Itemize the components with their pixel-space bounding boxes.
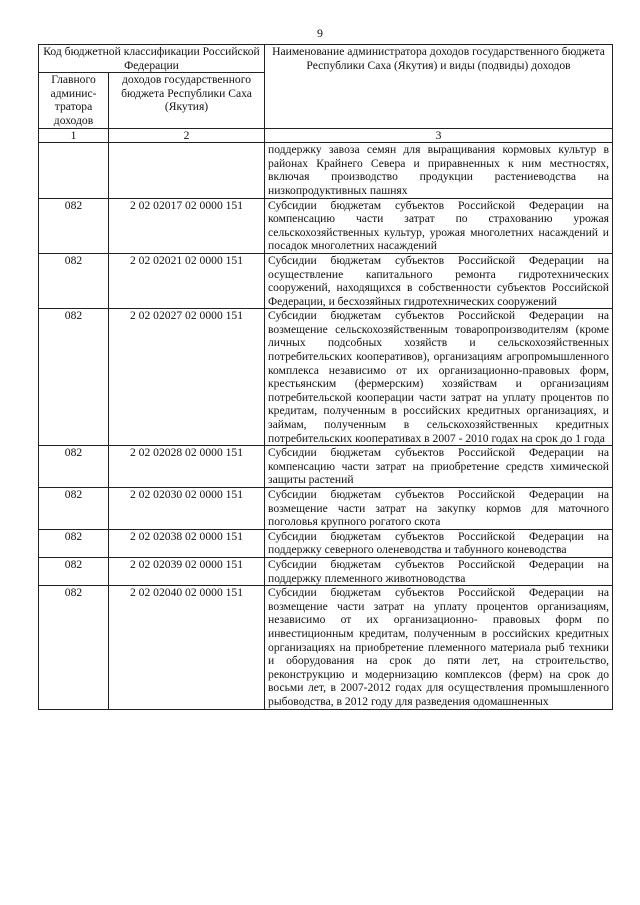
income-name-cell: Субсидии бюджетам субъектов Российской Федерации на компенсацию части затрат на приобретение средств химической защиты растений	[265, 446, 613, 488]
page-number: 9	[317, 26, 323, 40]
admin-code-cell: 082	[39, 198, 109, 253]
income-name-cell: Субсидии бюджетам субъектов Российской Федерации на возмещение сельскохозяйственным товаропроизводителям (кроме личных подсобных хозяйств и сельскохозяйственных потребительских кооперативов), организациям агропромышленного комплекса независимо от их организационно-правовых форм, крестьянским (фермерским) хозяйствам и организациям потребительской кооперации части затрат на уплату процентов по кредитам, полученным в российских кредитных организациях, и займам, полученным в сельскохозяйственных кредитных потребительских кооперативах в 2007 - 2010 годах на срок до 1 года	[265, 309, 613, 446]
budget-classification-table	[38, 44, 613, 710]
income-code-cell: 2 02 02027 02 0000 151	[109, 309, 265, 446]
table-row	[39, 529, 613, 557]
admin-code-cell: 082	[39, 488, 109, 530]
admin-code-cell: 082	[39, 557, 109, 585]
admin-code-cell	[39, 143, 109, 198]
income-code-cell	[109, 143, 265, 198]
admin-code-cell: 082	[39, 586, 109, 709]
table-row	[39, 309, 613, 446]
table-row	[39, 557, 613, 585]
admin-code-cell: 082	[39, 253, 109, 308]
table-row	[39, 586, 613, 709]
income-code-cell: 2 02 02040 02 0000 151	[109, 586, 265, 709]
table-row	[39, 488, 613, 530]
income-code-cell: 2 02 02030 02 0000 151	[109, 488, 265, 530]
income-code-cell: 2 02 02028 02 0000 151	[109, 446, 265, 488]
income-name-cell: поддержку завоза семян для выращивания кормовых культур в районах Крайнего Севера и приравненных к ним местностях, включая производство продукции растениеводства на низкопродуктивных пашнях	[265, 143, 613, 198]
income-name-cell: Субсидии бюджетам субъектов Российской Федерации на поддержку северного оленеводства и табунного коневодства	[265, 529, 613, 557]
admin-code-cell: 082	[39, 446, 109, 488]
income-code-cell: 2 02 02017 02 0000 151	[109, 198, 265, 253]
income-name-cell: Субсидии бюджетам субъектов Российской Федерации на поддержку племенного животноводства	[265, 557, 613, 585]
name-column-header: Наименование администратора доходов государственного бюджета Республики Саха (Якутия) и виды (подвиды) доходов	[265, 45, 613, 129]
column-index-3: 3	[265, 128, 613, 143]
admin-code-cell: 082	[39, 309, 109, 446]
column-index-2: 2	[109, 128, 265, 143]
income-code-cell: 2 02 02021 02 0000 151	[109, 253, 265, 308]
table-row	[39, 446, 613, 488]
income-name-cell: Субсидии бюджетам субъектов Российской Федерации на возмещение части затрат на уплату процентов организациям, независимо от их организационно- правовых форм по инвестиционным кредитам, полученным в российских кредитных организациях на приобретение племенного материала рыб техники и оборудования на срок до пяти лет, на строительство, реконструкцию и модернизацию комплексов (ферм) на срок до восьми лет, в 2007-2012 годах для осуществления промышленного рыбоводства, в 2012 году для разведения одомашненных	[265, 586, 613, 709]
table-row	[39, 253, 613, 308]
table-row	[39, 198, 613, 253]
table-row	[39, 143, 613, 198]
income-code-column-header: доходов государственного бюджета Республики Саха (Якутия)	[109, 73, 265, 128]
code-group-header: Код бюджетной классификации Российской Федерации	[39, 45, 265, 73]
income-code-cell: 2 02 02038 02 0000 151	[109, 529, 265, 557]
column-index-1: 1	[39, 128, 109, 143]
income-name-cell: Субсидии бюджетам субъектов Российской Федерации на возмещение части затрат на закупку кормов для маточного поголовья крупного рогатого скота	[265, 488, 613, 530]
income-name-cell: Субсидии бюджетам субъектов Российской Федерации на компенсацию части затрат по страхованию урожая сельскохозяйственных культур, урожая многолетних насаждений и посадок многолетних насаждений	[265, 198, 613, 253]
income-name-cell: Субсидии бюджетам субъектов Российской Федерации на осуществление капитального ремонта гидротехнических сооружений, находящихся в собственности субъектов Российской Федерации, и бесхозяйных гидротехнических сооружений	[265, 253, 613, 308]
admin-column-header: Главного админис-тратора доходов	[39, 73, 109, 128]
admin-code-cell: 082	[39, 529, 109, 557]
income-code-cell: 2 02 02039 02 0000 151	[109, 557, 265, 585]
